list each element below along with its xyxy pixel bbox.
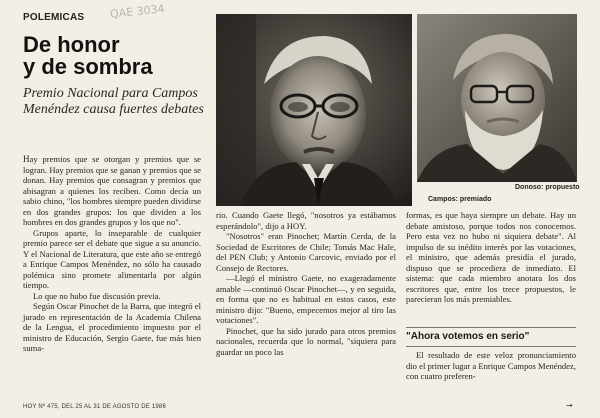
subhead: Premio Nacional para Campos Menéndez causa fuertes debates (23, 86, 204, 117)
photo-donoso (417, 14, 577, 182)
portrait-campos-image (216, 14, 412, 206)
handwritten-note: QAE 3034 (109, 2, 166, 21)
paragraph: formas, es que haya siempre un debate. Hay un debate amistoso, porque todos nos conocemos. Pero esta vez no hubo ni siquiera debate". Al impulso de su inédito interés por las votaciones, el ministro, que además presidía el jurado, dispuso que se procediera de inmediato. El sistema: que cada miembro anotara los dos escritores que, entre los trece propuestos, le parecieran los más premiables. (406, 210, 576, 304)
side-heading: "Ahora votemos en serio" (406, 331, 530, 342)
section-tag: POLEMICAS (23, 12, 85, 23)
article-column-1 (23, 154, 201, 354)
paragraph: "Nosotros" eran Pinochet; Martín Cerda, de la Sociedad de Escritores de Chile; Tomás Mac Hale, del PEN Club; y Antonio Carcovic, enviado por el Consejo de Rectores. (216, 231, 396, 273)
issue-footer: HOY Nº 475, DEL 25 AL 31 DE AGOSTO DE 1986 (23, 404, 166, 410)
paragraph: Hay premios que se otorgan y premios que se logran. Hay premios que se ganan y premios que se donan. Hay premios que consagran y premios que abisagran a quienes los reciben. Como decía un sabio chino, "los hombres siempre pueden dividirse en dos grandes grupos: los que dividen a los hombres en dos grandes grupos y los que no". (23, 154, 201, 227)
article-column-3-continued (406, 350, 576, 382)
divider (406, 327, 576, 328)
paragraph: Según Oscar Pinochet de la Barra, que integró el jurado en representación de la Academia Chilena de la Lengua, el procedimiento impuesto por el ministro de Educación, Sergio Gaete, fue más bien suma- (23, 301, 201, 353)
photo-campos (216, 14, 412, 206)
paragraph: —Llegó el ministro Gaete, no exageradamente amable —continuó Oscar Pinochet—, y en seguida, en forma que no es habitual en estos casos, este ministro dijo: "Bueno, empecemos mejor al tiro las votaciones". (216, 273, 396, 325)
article-column-3 (406, 210, 576, 305)
headline-line1: De honor (23, 32, 120, 57)
paragraph: rio. Cuando Gaete llegó, "nosotros ya estábamos esperándolo", dijo a HOY. (216, 210, 396, 231)
caption-campos: Campos: premiado (428, 196, 492, 203)
paragraph: Lo que no hubo fue discusión previa. (33, 290, 161, 301)
divider (406, 346, 576, 347)
paragraph: Pinochet, que ha sido jurado para otros premios nacionales, recuerda que lo normal, "siquiera para guardar un poco las (216, 325, 396, 357)
paragraph: El resultado de este veloz pronunciamiento dio el primer lugar a Enrique Campos Menéndez, con cuatro preferen- (406, 350, 576, 381)
article-column-2 (216, 210, 396, 357)
continue-arrow-icon: → (566, 401, 573, 410)
caption-donoso: Donoso: propuesto (515, 184, 580, 191)
headline-line2: y de sombra (23, 54, 153, 79)
portrait-donoso-image (417, 14, 577, 182)
headline (23, 34, 153, 78)
paragraph: Grupos aparte, lo inseparable de cualquier premio parece ser el debate que sigue a su anuncio. Y el Nacional de Literatura, que este año se entregó a Enrique Campos Menéndez, no sólo ha causado polémica sino promete alimentarla por algún tiempo. (23, 227, 201, 290)
